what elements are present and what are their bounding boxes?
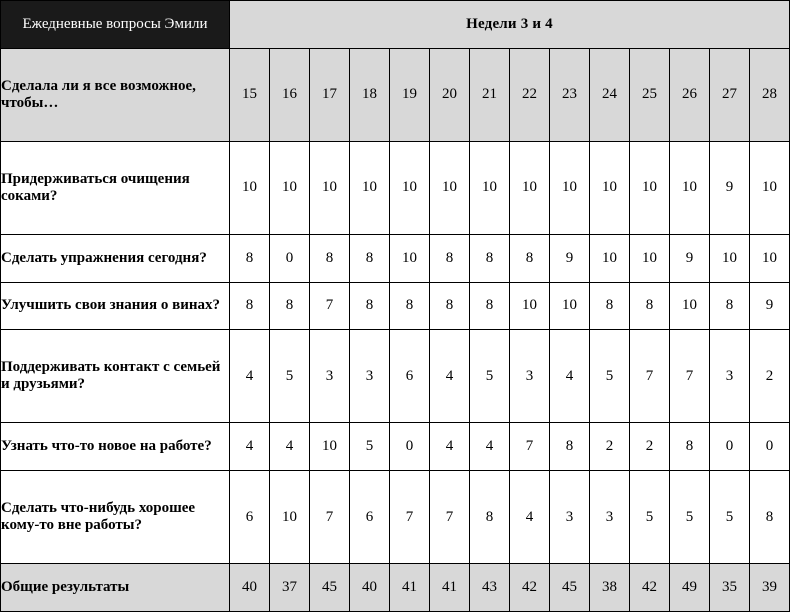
cell-q5-d15: 4 xyxy=(230,423,270,471)
cell-q2-d15: 8 xyxy=(230,234,270,282)
cell-q4-d21: 5 xyxy=(470,330,510,423)
cell-q1-d15: 10 xyxy=(230,141,270,234)
cell-q4-d19: 6 xyxy=(390,330,430,423)
table-totals-row xyxy=(1,564,790,612)
cell-q3-d27: 8 xyxy=(710,282,750,330)
cell-q1-d27: 9 xyxy=(710,141,750,234)
total-d28: 39 xyxy=(750,564,790,612)
cell-q1-d16: 10 xyxy=(270,141,310,234)
cell-q3-d20: 8 xyxy=(430,282,470,330)
day-header-19: 19 xyxy=(390,48,430,141)
cell-q3-d18: 8 xyxy=(350,282,390,330)
total-d15: 40 xyxy=(230,564,270,612)
question-label-5: Узнать что-то новое на работе? xyxy=(1,423,230,471)
total-d17: 45 xyxy=(310,564,350,612)
cell-q1-d21: 10 xyxy=(470,141,510,234)
cell-q2-d16: 0 xyxy=(270,234,310,282)
cell-q4-d25: 7 xyxy=(630,330,670,423)
cell-q2-d19: 10 xyxy=(390,234,430,282)
cell-q6-d21: 8 xyxy=(470,471,510,564)
day-header-18: 18 xyxy=(350,48,390,141)
cell-q6-d24: 3 xyxy=(590,471,630,564)
total-d21: 43 xyxy=(470,564,510,612)
totals-label: Общие результаты xyxy=(1,564,230,612)
table-row xyxy=(1,330,790,423)
total-d26: 49 xyxy=(670,564,710,612)
cell-q2-d26: 9 xyxy=(670,234,710,282)
cell-q5-d24: 2 xyxy=(590,423,630,471)
day-header-25: 25 xyxy=(630,48,670,141)
day-header-22: 22 xyxy=(510,48,550,141)
cell-q5-d22: 7 xyxy=(510,423,550,471)
cell-q6-d23: 3 xyxy=(550,471,590,564)
total-d19: 41 xyxy=(390,564,430,612)
day-header-23: 23 xyxy=(550,48,590,141)
cell-q6-d26: 5 xyxy=(670,471,710,564)
cell-q3-d24: 8 xyxy=(590,282,630,330)
cell-q4-d27: 3 xyxy=(710,330,750,423)
cell-q5-d21: 4 xyxy=(470,423,510,471)
cell-q4-d24: 5 xyxy=(590,330,630,423)
cell-q5-d25: 2 xyxy=(630,423,670,471)
cell-q1-d24: 10 xyxy=(590,141,630,234)
cell-q1-d18: 10 xyxy=(350,141,390,234)
cell-q6-d20: 7 xyxy=(430,471,470,564)
cell-q1-d20: 10 xyxy=(430,141,470,234)
cell-q2-d24: 10 xyxy=(590,234,630,282)
cell-q1-d23: 10 xyxy=(550,141,590,234)
total-d25: 42 xyxy=(630,564,670,612)
total-d18: 40 xyxy=(350,564,390,612)
cell-q5-d16: 4 xyxy=(270,423,310,471)
cell-q2-d23: 9 xyxy=(550,234,590,282)
cell-q3-d17: 7 xyxy=(310,282,350,330)
cell-q6-d15: 6 xyxy=(230,471,270,564)
cell-q5-d18: 5 xyxy=(350,423,390,471)
day-header-17: 17 xyxy=(310,48,350,141)
cell-q1-d22: 10 xyxy=(510,141,550,234)
cell-q4-d16: 5 xyxy=(270,330,310,423)
cell-q3-d15: 8 xyxy=(230,282,270,330)
table-row xyxy=(1,471,790,564)
cell-q1-d19: 10 xyxy=(390,141,430,234)
total-d27: 35 xyxy=(710,564,750,612)
cell-q6-d16: 10 xyxy=(270,471,310,564)
cell-q2-d27: 10 xyxy=(710,234,750,282)
cell-q2-d22: 8 xyxy=(510,234,550,282)
day-header-20: 20 xyxy=(430,48,470,141)
cell-q3-d23: 10 xyxy=(550,282,590,330)
cell-q6-d25: 5 xyxy=(630,471,670,564)
question-label-2: Сделать упражнения сегодня? xyxy=(1,234,230,282)
cell-q6-d19: 7 xyxy=(390,471,430,564)
cell-q5-d27: 0 xyxy=(710,423,750,471)
cell-q5-d26: 8 xyxy=(670,423,710,471)
cell-q4-d17: 3 xyxy=(310,330,350,423)
day-header-24: 24 xyxy=(590,48,630,141)
cell-q2-d17: 8 xyxy=(310,234,350,282)
day-header-16: 16 xyxy=(270,48,310,141)
cell-q2-d21: 8 xyxy=(470,234,510,282)
cell-q6-d17: 7 xyxy=(310,471,350,564)
cell-q6-d18: 6 xyxy=(350,471,390,564)
table-title-row xyxy=(1,1,790,49)
cell-q6-d27: 5 xyxy=(710,471,750,564)
cell-q1-d26: 10 xyxy=(670,141,710,234)
cell-q3-d25: 8 xyxy=(630,282,670,330)
cell-q4-d20: 4 xyxy=(430,330,470,423)
cell-q5-d17: 10 xyxy=(310,423,350,471)
day-header-28: 28 xyxy=(750,48,790,141)
day-header-15: 15 xyxy=(230,48,270,141)
day-header-27: 27 xyxy=(710,48,750,141)
cell-q3-d21: 8 xyxy=(470,282,510,330)
table-row xyxy=(1,282,790,330)
cell-q4-d15: 4 xyxy=(230,330,270,423)
cell-q1-d28: 10 xyxy=(750,141,790,234)
cell-q4-d18: 3 xyxy=(350,330,390,423)
day-header-26: 26 xyxy=(670,48,710,141)
cell-q3-d16: 8 xyxy=(270,282,310,330)
cell-q3-d26: 10 xyxy=(670,282,710,330)
total-d20: 41 xyxy=(430,564,470,612)
cell-q6-d22: 4 xyxy=(510,471,550,564)
question-column-header: Сделала ли я все возможное, чтобы… xyxy=(1,48,230,141)
cell-q3-d19: 8 xyxy=(390,282,430,330)
cell-q5-d20: 4 xyxy=(430,423,470,471)
cell-q3-d28: 9 xyxy=(750,282,790,330)
total-d22: 42 xyxy=(510,564,550,612)
table-header-row xyxy=(1,48,790,141)
question-label-6: Сделать что-нибудь хорошее кому-то вне работы? xyxy=(1,471,230,564)
cell-q2-d28: 10 xyxy=(750,234,790,282)
table-row xyxy=(1,234,790,282)
question-label-1: Придерживаться очищения соками? xyxy=(1,141,230,234)
cell-q5-d23: 8 xyxy=(550,423,590,471)
table-subtitle: Недели 3 и 4 xyxy=(230,1,790,49)
table-row xyxy=(1,141,790,234)
table-row xyxy=(1,423,790,471)
cell-q4-d23: 4 xyxy=(550,330,590,423)
cell-q2-d25: 10 xyxy=(630,234,670,282)
cell-q5-d19: 0 xyxy=(390,423,430,471)
total-d23: 45 xyxy=(550,564,590,612)
cell-q2-d18: 8 xyxy=(350,234,390,282)
cell-q5-d28: 0 xyxy=(750,423,790,471)
cell-q2-d20: 8 xyxy=(430,234,470,282)
cell-q1-d25: 10 xyxy=(630,141,670,234)
cell-q6-d28: 8 xyxy=(750,471,790,564)
cell-q4-d22: 3 xyxy=(510,330,550,423)
day-header-21: 21 xyxy=(470,48,510,141)
cell-q4-d28: 2 xyxy=(750,330,790,423)
cell-q3-d22: 10 xyxy=(510,282,550,330)
question-label-4: Поддерживать контакт с семьей и друзьями? xyxy=(1,330,230,423)
cell-q1-d17: 10 xyxy=(310,141,350,234)
table-title: Ежедневные вопросы Эмили xyxy=(1,1,230,49)
total-d24: 38 xyxy=(590,564,630,612)
total-d16: 37 xyxy=(270,564,310,612)
cell-q4-d26: 7 xyxy=(670,330,710,423)
question-label-3: Улучшить свои знания о винах? xyxy=(1,282,230,330)
